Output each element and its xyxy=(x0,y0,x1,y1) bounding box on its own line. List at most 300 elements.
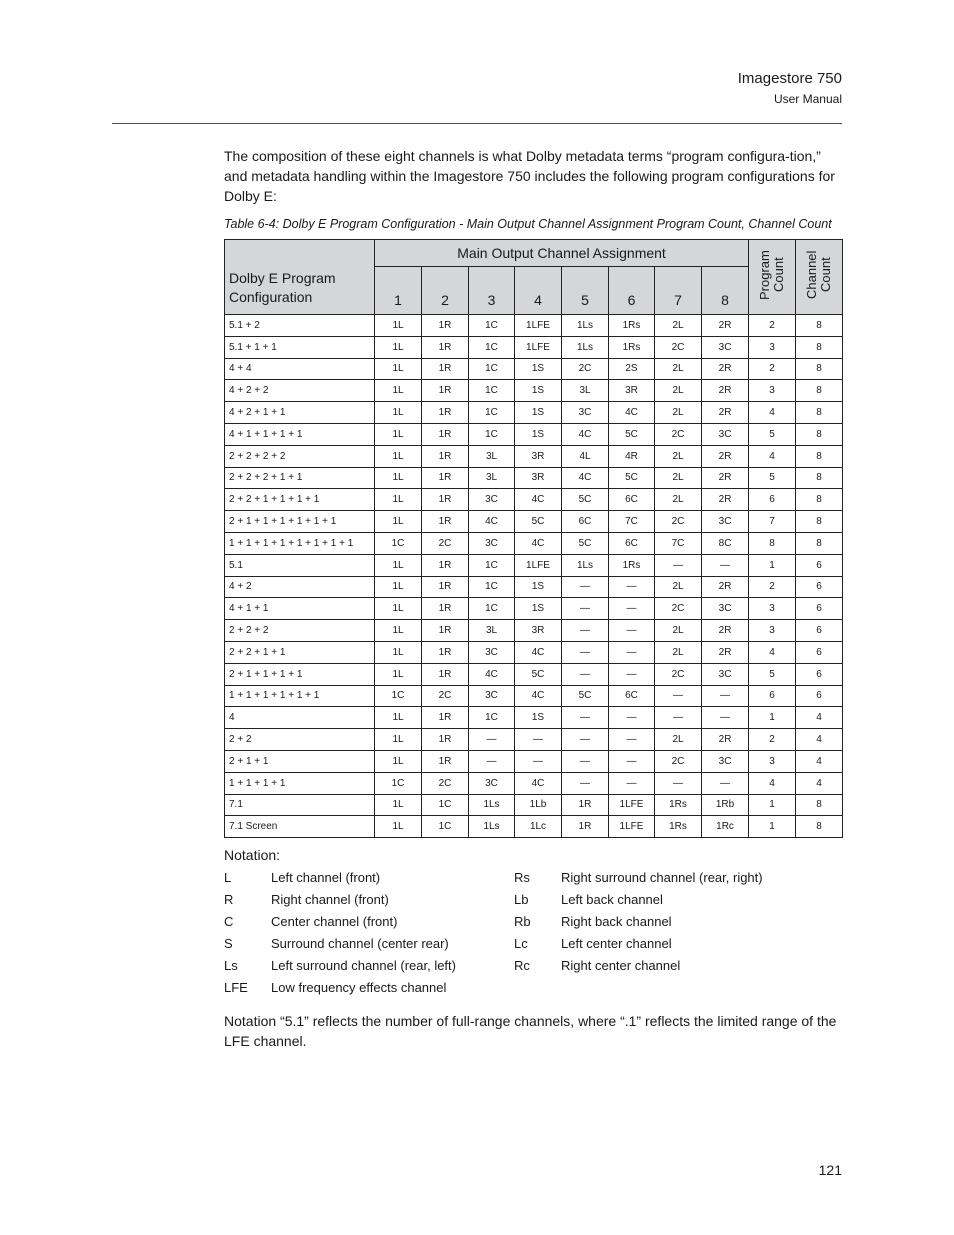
channel-cell: 1Ls xyxy=(562,554,609,576)
table-row xyxy=(225,467,843,489)
channel-cell: — xyxy=(609,663,655,685)
table-row xyxy=(225,511,843,533)
channel-cell: 3C xyxy=(469,641,515,663)
channel-cell: 2C xyxy=(422,685,469,707)
channel-cell: 1C xyxy=(469,380,515,402)
channel-cell: 1R xyxy=(422,336,469,358)
channel-cell: 1LFE xyxy=(515,315,562,337)
channel-cell: — xyxy=(562,620,609,642)
notation-desc: Right channel (front) xyxy=(271,892,389,907)
config-name-cell: 2 + 2 + 2 + 1 + 1 xyxy=(225,467,375,489)
notation-code: Ls xyxy=(224,958,238,973)
channel-cell: 4C xyxy=(515,641,562,663)
notation-row xyxy=(224,936,844,958)
channel-cell: 1R xyxy=(422,315,469,337)
program-count-cell: 1 xyxy=(749,554,796,576)
channel-cell: 1Ls xyxy=(469,794,515,816)
program-count-cell: 2 xyxy=(749,729,796,751)
notation-desc: Left surround channel (rear, left) xyxy=(271,958,456,973)
channel-cell: 2R xyxy=(702,380,749,402)
channel-cell: 3R xyxy=(515,467,562,489)
channel-count-cell: 8 xyxy=(796,336,843,358)
channel-assignment-header: Main Output Channel Assignment xyxy=(375,240,749,267)
config-name-cell: 5.1 + 1 + 1 xyxy=(225,336,375,358)
channel-cell: 1S xyxy=(515,707,562,729)
channel-cell: 1S xyxy=(515,402,562,424)
channel-cell: — xyxy=(609,598,655,620)
channel-count-cell: 8 xyxy=(796,794,843,816)
channel-count-cell: 6 xyxy=(796,685,843,707)
channel-cell: 1Rs xyxy=(609,315,655,337)
channel-cell: 2R xyxy=(702,641,749,663)
channel-cell: 4C xyxy=(562,423,609,445)
channel-cell: 1R xyxy=(422,489,469,511)
notation-desc: Center channel (front) xyxy=(271,914,398,929)
config-name-cell: 5.1 + 2 xyxy=(225,315,375,337)
notation-desc: Right back channel xyxy=(561,914,672,929)
channel-cell: 1R xyxy=(422,576,469,598)
channel-cell: 2L xyxy=(655,315,702,337)
page-number: 121 xyxy=(818,1162,842,1178)
channel-cell: 3C xyxy=(702,663,749,685)
channel-cell: 2C xyxy=(562,358,609,380)
channel-cell: — xyxy=(562,641,609,663)
channel-cell: 1L xyxy=(375,554,422,576)
notation-row xyxy=(224,892,844,914)
program-count-cell: 2 xyxy=(749,576,796,598)
channel-cell: 1LFE xyxy=(609,794,655,816)
table-row xyxy=(225,750,843,772)
notation-row xyxy=(224,870,844,892)
channel-cell: 3C xyxy=(469,489,515,511)
table-row xyxy=(225,794,843,816)
channel-cell: 4C xyxy=(609,402,655,424)
channel-cell: 3L xyxy=(469,467,515,489)
channel-cell: — xyxy=(655,685,702,707)
channel-cell: 2C xyxy=(655,598,702,620)
channel-cell: 1S xyxy=(515,423,562,445)
channel-cell: 2R xyxy=(702,358,749,380)
channel-cell: 6C xyxy=(609,489,655,511)
channel-cell: 1C xyxy=(375,772,422,794)
channel-cell: — xyxy=(655,772,702,794)
table-row xyxy=(225,576,843,598)
notation-code: Lc xyxy=(514,936,528,951)
program-count-cell: 3 xyxy=(749,598,796,620)
channel-cell: 1L xyxy=(375,423,422,445)
table-row xyxy=(225,598,843,620)
channel-cell: 2L xyxy=(655,445,702,467)
channel-cell: 1L xyxy=(375,750,422,772)
channel-count-cell: 8 xyxy=(796,489,843,511)
channel-cell: 1R xyxy=(422,707,469,729)
program-count-cell: 8 xyxy=(749,532,796,554)
channel-cell: — xyxy=(655,554,702,576)
channel-cell: 3C xyxy=(702,598,749,620)
channel-cell: — xyxy=(702,772,749,794)
channel-cell: 3C xyxy=(702,336,749,358)
channel-cell: 1L xyxy=(375,336,422,358)
channel-cell: 1R xyxy=(422,620,469,642)
channel-cell: 1R xyxy=(422,729,469,751)
channel-cell: 2C xyxy=(422,532,469,554)
header-rule xyxy=(112,123,842,124)
channel-cell: 1LFE xyxy=(515,554,562,576)
channel-cell: 1R xyxy=(422,598,469,620)
program-count-cell: 3 xyxy=(749,336,796,358)
config-name-cell: 2 + 2 + 1 + 1 + 1 + 1 xyxy=(225,489,375,511)
table-row xyxy=(225,445,843,467)
channel-cell: 1L xyxy=(375,707,422,729)
channel-header-1: 1 xyxy=(375,267,422,315)
channel-cell: 4C xyxy=(515,685,562,707)
channel-cell: — xyxy=(609,576,655,598)
notation-row xyxy=(224,980,844,1002)
channel-cell: — xyxy=(609,620,655,642)
channel-cell: 2R xyxy=(702,402,749,424)
channel-header-6: 6 xyxy=(609,267,655,315)
notation-code: Rb xyxy=(514,914,531,929)
channel-count-cell: 8 xyxy=(796,511,843,533)
channel-cell: 1L xyxy=(375,402,422,424)
config-name-cell: 7.1 Screen xyxy=(225,816,375,838)
channel-cell: 1S xyxy=(515,380,562,402)
config-name-cell: 4 + 4 xyxy=(225,358,375,380)
config-name-cell: 4 + 1 + 1 + 1 + 1 xyxy=(225,423,375,445)
channel-cell: 3C xyxy=(702,511,749,533)
channel-cell: 1LFE xyxy=(609,816,655,838)
config-name-cell: 4 + 2 + 1 + 1 xyxy=(225,402,375,424)
channel-header-2: 2 xyxy=(422,267,469,315)
channel-cell: 4C xyxy=(469,663,515,685)
channel-cell: 2L xyxy=(655,576,702,598)
table-row xyxy=(225,772,843,794)
table-row xyxy=(225,402,843,424)
channel-cell: 1Rs xyxy=(655,794,702,816)
channel-cell: 1C xyxy=(375,685,422,707)
channel-cell: — xyxy=(562,598,609,620)
table-row xyxy=(225,816,843,838)
channel-count-cell: 6 xyxy=(796,554,843,576)
notation-desc: Right surround channel (rear, right) xyxy=(561,870,763,885)
channel-cell: 1Rs xyxy=(609,336,655,358)
config-name-cell: 2 + 2 + 2 + 2 xyxy=(225,445,375,467)
table-row xyxy=(225,554,843,576)
config-name-cell: 2 + 1 + 1 xyxy=(225,750,375,772)
program-count-cell: 2 xyxy=(749,315,796,337)
channel-count-cell: 6 xyxy=(796,641,843,663)
channel-cell: 3L xyxy=(469,445,515,467)
channel-cell: 1R xyxy=(422,467,469,489)
channel-cell: 1C xyxy=(422,794,469,816)
channel-count-header xyxy=(796,240,843,315)
channel-cell: 5C xyxy=(515,663,562,685)
channel-cell: 1C xyxy=(469,336,515,358)
notation-desc: Left center channel xyxy=(561,936,672,951)
channel-cell: 1R xyxy=(562,794,609,816)
notation-desc: Surround channel (center rear) xyxy=(271,936,449,951)
channel-cell: 5C xyxy=(562,489,609,511)
config-name-cell: 1 + 1 + 1 + 1 xyxy=(225,772,375,794)
channel-cell: 1R xyxy=(562,816,609,838)
channel-cell: 1R xyxy=(422,663,469,685)
channel-cell: — xyxy=(609,772,655,794)
channel-cell: 1Lc xyxy=(515,816,562,838)
channel-cell: 1L xyxy=(375,641,422,663)
config-name-cell: 1 + 1 + 1 + 1 + 1 + 1 + 1 + 1 xyxy=(225,532,375,554)
channel-cell: — xyxy=(562,576,609,598)
program-count-cell: 5 xyxy=(749,423,796,445)
channel-count-cell: 8 xyxy=(796,445,843,467)
channel-cell: — xyxy=(562,707,609,729)
channel-cell: 5C xyxy=(562,532,609,554)
channel-cell: 1R xyxy=(422,423,469,445)
channel-count-cell: 8 xyxy=(796,467,843,489)
channel-cell: 1L xyxy=(375,729,422,751)
channel-cell: 1Rb xyxy=(702,794,749,816)
notation-code: Lb xyxy=(514,892,529,907)
notation-desc: Left back channel xyxy=(561,892,663,907)
notation-code: S xyxy=(224,936,233,951)
channel-count-cell: 4 xyxy=(796,729,843,751)
channel-cell: 1L xyxy=(375,576,422,598)
channel-cell: 1C xyxy=(469,315,515,337)
channel-count-cell: 4 xyxy=(796,772,843,794)
channel-cell: — xyxy=(609,729,655,751)
channel-cell: 1C xyxy=(469,598,515,620)
channel-cell: 2R xyxy=(702,467,749,489)
channel-cell: 1R xyxy=(422,358,469,380)
channel-cell: 3R xyxy=(515,445,562,467)
channel-cell: 2C xyxy=(655,336,702,358)
channel-cell: 4C xyxy=(469,511,515,533)
channel-cell: 1L xyxy=(375,445,422,467)
channel-cell: — xyxy=(702,707,749,729)
table-row xyxy=(225,685,843,707)
channel-count-cell: 8 xyxy=(796,380,843,402)
config-name-cell: 2 + 1 + 1 + 1 + 1 + 1 + 1 xyxy=(225,511,375,533)
channel-cell: 2C xyxy=(655,750,702,772)
channel-count-cell: 8 xyxy=(796,816,843,838)
channel-header-3: 3 xyxy=(469,267,515,315)
channel-count-cell: 4 xyxy=(796,750,843,772)
config-name-cell: 4 + 2 xyxy=(225,576,375,598)
channel-cell: 1C xyxy=(375,532,422,554)
channel-cell: 1L xyxy=(375,816,422,838)
channel-cell: 1C xyxy=(469,554,515,576)
channel-cell: 1R xyxy=(422,380,469,402)
channel-header-5: 5 xyxy=(562,267,609,315)
channel-cell: — xyxy=(609,707,655,729)
channel-header-8: 8 xyxy=(702,267,749,315)
channel-cell: — xyxy=(562,663,609,685)
config-column-header: Dolby E Program Configuration xyxy=(225,240,375,315)
channel-cell: 1L xyxy=(375,358,422,380)
channel-cell: 4L xyxy=(562,445,609,467)
notation-row xyxy=(224,914,844,936)
program-count-cell: 3 xyxy=(749,620,796,642)
program-count-cell: 2 xyxy=(749,358,796,380)
channel-cell: 2R xyxy=(702,729,749,751)
channel-cell: 8C xyxy=(702,532,749,554)
channel-cell: — xyxy=(469,750,515,772)
channel-cell: 1Ls xyxy=(562,315,609,337)
channel-count-cell: 8 xyxy=(796,423,843,445)
channel-cell: 1L xyxy=(375,467,422,489)
channel-count-cell: 8 xyxy=(796,358,843,380)
table-row xyxy=(225,532,843,554)
channel-cell: 4C xyxy=(515,489,562,511)
channel-count-cell: 6 xyxy=(796,663,843,685)
channel-cell: — xyxy=(515,750,562,772)
channel-cell: — xyxy=(609,750,655,772)
notation-code: LFE xyxy=(224,980,248,995)
channel-cell: 3C xyxy=(702,423,749,445)
table-row xyxy=(225,423,843,445)
program-count-cell: 5 xyxy=(749,467,796,489)
table-row xyxy=(225,489,843,511)
channel-cell: 2L xyxy=(655,467,702,489)
table-row xyxy=(225,380,843,402)
channel-cell: 6C xyxy=(609,532,655,554)
channel-cell: 3C xyxy=(469,685,515,707)
table-row xyxy=(225,707,843,729)
channel-cell: 3R xyxy=(609,380,655,402)
channel-cell: 4R xyxy=(609,445,655,467)
config-name-cell: 4 + 2 + 2 xyxy=(225,380,375,402)
channel-cell: 3R xyxy=(515,620,562,642)
channel-cell: 1C xyxy=(469,576,515,598)
intro-paragraph: The composition of these eight channels is what Dolby metadata terms “program configura-tion,” and metadata handling within the Imagestore 750 includes the following program configurations for Dolby E: xyxy=(224,148,835,204)
channel-cell: 1S xyxy=(515,576,562,598)
channel-cell: 1C xyxy=(469,402,515,424)
notation-title: Notation: xyxy=(224,847,281,863)
table-caption: Table 6-4: Dolby E Program Configuration - Main Output Channel Assignment Program Count, Channel Count xyxy=(224,217,832,231)
config-name-cell: 2 + 1 + 1 + 1 + 1 xyxy=(225,663,375,685)
program-count-cell: 3 xyxy=(749,380,796,402)
channel-cell: — xyxy=(469,729,515,751)
header-subtitle: User Manual xyxy=(773,92,842,106)
channel-cell: 3L xyxy=(562,380,609,402)
header-title: Imagestore 750 xyxy=(737,70,842,87)
channel-cell: 1R xyxy=(422,641,469,663)
channel-cell: 1L xyxy=(375,511,422,533)
channel-cell: 3C xyxy=(562,402,609,424)
channel-cell: 5C xyxy=(609,467,655,489)
channel-cell: 2L xyxy=(655,620,702,642)
program-count-cell: 4 xyxy=(749,641,796,663)
notation-code: Rs xyxy=(514,870,530,885)
channel-cell: 1S xyxy=(515,358,562,380)
channel-cell: — xyxy=(702,685,749,707)
program-count-cell: 6 xyxy=(749,489,796,511)
channel-count-cell: 6 xyxy=(796,620,843,642)
channel-cell: 1L xyxy=(375,620,422,642)
channel-cell: 5C xyxy=(562,685,609,707)
program-count-cell: 4 xyxy=(749,772,796,794)
channel-cell: 3C xyxy=(469,532,515,554)
channel-cell: 1LFE xyxy=(515,336,562,358)
table-row xyxy=(225,729,843,751)
channel-cell: 2R xyxy=(702,489,749,511)
program-count-cell: 3 xyxy=(749,750,796,772)
config-name-cell: 2 + 2 xyxy=(225,729,375,751)
notation-list xyxy=(224,870,844,1002)
channel-cell: 2R xyxy=(702,445,749,467)
channel-cell: 1Lb xyxy=(515,794,562,816)
config-name-cell: 5.1 xyxy=(225,554,375,576)
config-name-cell: 2 + 2 + 2 xyxy=(225,620,375,642)
config-name-cell: 7.1 xyxy=(225,794,375,816)
table-row xyxy=(225,663,843,685)
channel-cell: 2C xyxy=(655,423,702,445)
notation-row xyxy=(224,958,844,980)
table-row xyxy=(225,641,843,663)
channel-count-cell: 6 xyxy=(796,576,843,598)
program-count-cell: 6 xyxy=(749,685,796,707)
channel-cell: 2R xyxy=(702,576,749,598)
program-count-cell: 4 xyxy=(749,445,796,467)
channel-cell: 1Ls xyxy=(562,336,609,358)
program-count-header xyxy=(749,240,796,315)
program-count-cell: 1 xyxy=(749,707,796,729)
channel-cell: 1C xyxy=(469,707,515,729)
channel-cell: 5C xyxy=(609,423,655,445)
channel-cell: 3C xyxy=(469,772,515,794)
channel-cell: 2S xyxy=(609,358,655,380)
notation-code: R xyxy=(224,892,234,907)
channel-cell: 7C xyxy=(609,511,655,533)
table-row xyxy=(225,315,843,337)
channel-cell: 2C xyxy=(655,663,702,685)
program-count-cell: 1 xyxy=(749,794,796,816)
channel-cell: 2L xyxy=(655,358,702,380)
channel-cell: 1Rs xyxy=(609,554,655,576)
notation-desc: Right center channel xyxy=(561,958,681,973)
notation-code: C xyxy=(224,914,234,929)
program-count-header-label: Program Count xyxy=(757,249,787,300)
channel-cell: — xyxy=(609,641,655,663)
dolby-e-config-table xyxy=(224,239,843,838)
channel-cell: — xyxy=(562,729,609,751)
channel-header-4: 4 xyxy=(515,267,562,315)
channel-count-cell: 8 xyxy=(796,532,843,554)
channel-cell: 2L xyxy=(655,729,702,751)
channel-cell: 3L xyxy=(469,620,515,642)
notation-desc: Left channel (front) xyxy=(271,870,381,885)
channel-cell: — xyxy=(562,750,609,772)
channel-cell: 4C xyxy=(515,532,562,554)
channel-header-7: 7 xyxy=(655,267,702,315)
channel-cell: 2L xyxy=(655,641,702,663)
table-row xyxy=(225,358,843,380)
channel-cell: 1R xyxy=(422,445,469,467)
channel-count-cell: 8 xyxy=(796,315,843,337)
program-count-cell: 1 xyxy=(749,816,796,838)
channel-cell: 1C xyxy=(469,358,515,380)
channel-cell: — xyxy=(515,729,562,751)
channel-cell: 1Rs xyxy=(655,816,702,838)
channel-cell: 5C xyxy=(515,511,562,533)
config-name-cell: 2 + 2 + 1 + 1 xyxy=(225,641,375,663)
notation-desc: Low frequency effects channel xyxy=(271,980,447,995)
config-name-cell: 4 + 1 + 1 xyxy=(225,598,375,620)
table-row xyxy=(225,620,843,642)
channel-cell: 1L xyxy=(375,489,422,511)
channel-cell: — xyxy=(562,772,609,794)
table-body xyxy=(225,315,843,838)
notation-code: Rc xyxy=(514,958,530,973)
